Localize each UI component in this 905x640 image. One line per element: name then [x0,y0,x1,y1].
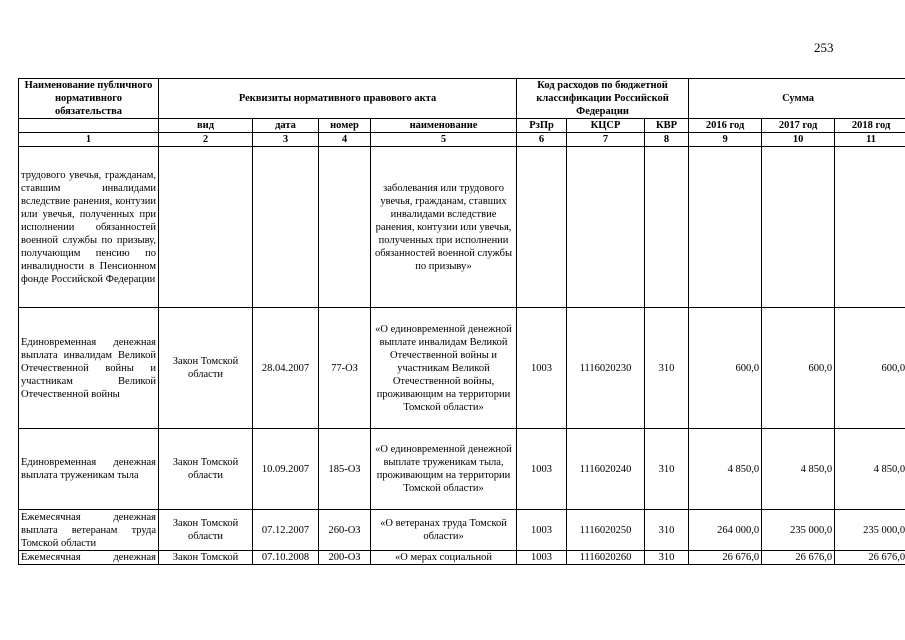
cell-obligation: трудового увечья, гражданам, ставшим инвалидами вследствие ранения, контузии или увечья, полученных при исполнении обязанностей военной службы по призыву, получающим пенсию по инвалидности в Пенсионном фонде Российской Федерации [19,147,159,308]
cell-rzpr: 1003 [517,551,567,565]
header-name: наименование [371,119,517,133]
cell-date [253,147,319,308]
cell-kcsr: 1116020250 [567,510,645,551]
cell-type [159,147,253,308]
cell-2018: 600,0 [835,308,905,429]
cell-name: заболевания или трудового увечья, гражданам, ставших инвалидами вследствие ранения, контузии или увечья, полученных при исполнении обязанностей военной службы по призыву» [371,147,517,308]
cell-2016: 264 000,0 [689,510,762,551]
header-budget-code: Код расходов по бюджетной классификации Российской Федерации [517,79,689,119]
cell-number: 185-ОЗ [319,429,371,510]
cell-2016: 600,0 [689,308,762,429]
col-number: 9 [689,133,762,147]
page-number: 253 [814,40,834,55]
cell-obligation: Ежемесячная денежная выплата ветеранам труда Томской области [19,510,159,551]
cell-2017: 26 676,0 [762,551,835,565]
cell-rzpr [517,147,567,308]
header-obligation: Наименование публичного нормативного обязательства [19,79,159,119]
col-number: 8 [645,133,689,147]
cell-kvr: 310 [645,510,689,551]
col-number: 6 [517,133,567,147]
cell-kcsr: 1116020230 [567,308,645,429]
cell-kcsr [567,147,645,308]
cell-2018 [835,147,905,308]
cell-name: «О единовременной денежной выплате инвалидам Великой Отечественной войны и участникам Великой Отечественной войны, проживающим на территории Томской области» [371,308,517,429]
col-number: 10 [762,133,835,147]
cell-name: «О ветеранах труда Томской области» [371,510,517,551]
cell-kvr [645,147,689,308]
cell-2016: 4 850,0 [689,429,762,510]
table-row [19,429,905,510]
col-number: 7 [567,133,645,147]
header-type: вид [159,119,253,133]
header-2017: 2017 год [762,119,835,133]
header-row-sub [19,119,905,133]
header-number: номер [319,119,371,133]
budget-obligations-table [18,78,905,565]
cell-obligation: Ежемесячная денежная [19,551,159,565]
cell-kvr: 310 [645,429,689,510]
cell-name: «О мерах социальной [371,551,517,565]
cell-type: Закон Томской области [159,308,253,429]
cell-type: Закон Томской [159,551,253,565]
cell-2018: 4 850,0 [835,429,905,510]
cell-2017: 4 850,0 [762,429,835,510]
cell-name: «О единовременной денежной выплате труженикам тыла, проживающим на территории Томской области» [371,429,517,510]
table-row [19,147,905,308]
cell-number: 200-ОЗ [319,551,371,565]
col-number: 4 [319,133,371,147]
header-sum: Сумма [689,79,905,119]
col-number: 2 [159,133,253,147]
cell-kcsr: 1116020260 [567,551,645,565]
cell-obligation: Единовременная денежная выплата труженикам тыла [19,429,159,510]
cell-2018: 235 000,0 [835,510,905,551]
table-row [19,308,905,429]
cell-type: Закон Томской области [159,429,253,510]
cell-number: 260-ОЗ [319,510,371,551]
cell-kcsr: 1116020240 [567,429,645,510]
col-number: 5 [371,133,517,147]
header-kvr: КВР [645,119,689,133]
column-numbers-row [19,133,905,147]
cell-date: 10.09.2007 [253,429,319,510]
cell-obligation: Единовременная денежная выплата инвалидам Великой Отечественной войны и участникам Великой Отечественной войны [19,308,159,429]
cell-kvr: 310 [645,308,689,429]
cell-rzpr: 1003 [517,429,567,510]
cell-2017 [762,147,835,308]
cell-kvr: 310 [645,551,689,565]
header-kcsr: КЦСР [567,119,645,133]
table-row [19,510,905,551]
header-obligation-sub [19,119,159,133]
cell-date: 07.10.2008 [253,551,319,565]
cell-2016: 26 676,0 [689,551,762,565]
cell-number [319,147,371,308]
cell-date: 28.04.2007 [253,308,319,429]
col-number: 1 [19,133,159,147]
cell-type: Закон Томской области [159,510,253,551]
cell-rzpr: 1003 [517,308,567,429]
table-row [19,551,905,565]
header-date: дата [253,119,319,133]
cell-2017: 600,0 [762,308,835,429]
header-act-requisites: Реквизиты нормативного правового акта [159,79,517,119]
cell-2016 [689,147,762,308]
cell-number: 77-ОЗ [319,308,371,429]
cell-2018: 26 676,0 [835,551,905,565]
cell-rzpr: 1003 [517,510,567,551]
header-rzpr: РзПр [517,119,567,133]
header-2016: 2016 год [689,119,762,133]
cell-date: 07.12.2007 [253,510,319,551]
header-2018: 2018 год [835,119,905,133]
col-number: 11 [835,133,905,147]
cell-2017: 235 000,0 [762,510,835,551]
col-number: 3 [253,133,319,147]
